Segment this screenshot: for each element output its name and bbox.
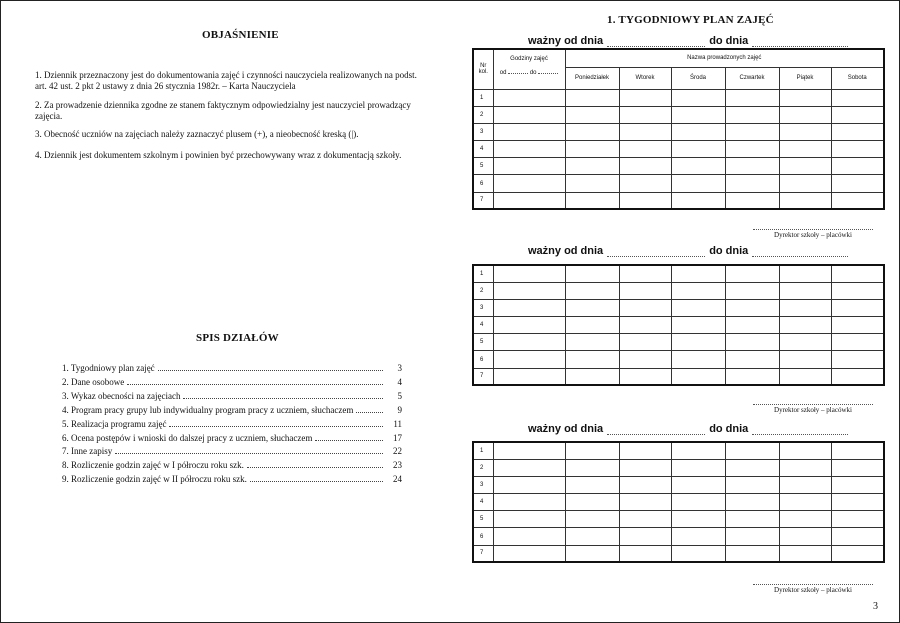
schedule-cell[interactable] xyxy=(725,494,779,511)
schedule-cell[interactable] xyxy=(725,89,779,106)
hours-cell[interactable] xyxy=(493,494,565,511)
schedule-cell[interactable] xyxy=(725,282,779,299)
schedule-cell[interactable] xyxy=(671,442,725,459)
schedule-cell[interactable] xyxy=(671,528,725,545)
nr-header: Nr kol. xyxy=(473,49,493,89)
toc-item-page: 11 xyxy=(393,418,402,429)
day-header: Środa xyxy=(671,67,725,89)
schedule-cell[interactable] xyxy=(831,192,884,209)
signature-caption: Dyrektor szkoły – placówki xyxy=(774,231,852,239)
hours-cell[interactable] xyxy=(493,351,565,368)
schedule-cell[interactable] xyxy=(619,511,671,528)
schedule-cell[interactable] xyxy=(779,511,831,528)
schedule-cell[interactable] xyxy=(779,299,831,316)
schedule-cell[interactable] xyxy=(671,494,725,511)
schedule-cell[interactable] xyxy=(779,545,831,562)
day-header: Piątek xyxy=(779,67,831,89)
schedule-cell[interactable] xyxy=(831,351,884,368)
schedule-cell[interactable] xyxy=(725,368,779,385)
schedule-cell[interactable] xyxy=(779,494,831,511)
weekly-plan-table xyxy=(472,441,885,563)
schedule-cell[interactable] xyxy=(831,511,884,528)
schedule-cell[interactable] xyxy=(671,299,725,316)
validity-line xyxy=(528,35,848,47)
toc-dot-leader xyxy=(356,412,383,413)
schedule-cell[interactable] xyxy=(779,158,831,175)
schedule-cell[interactable] xyxy=(725,511,779,528)
schedule-cell[interactable] xyxy=(619,123,671,140)
row-number: 4 xyxy=(473,494,493,511)
schedule-cell[interactable] xyxy=(725,265,779,282)
row-number: 2 xyxy=(473,459,493,476)
schedule-cell[interactable] xyxy=(619,476,671,493)
valid-from-label: ważny od dnia xyxy=(528,423,604,435)
schedule-cell[interactable] xyxy=(619,106,671,123)
day-header: Poniedziałek xyxy=(565,67,619,89)
schedule-cell[interactable] xyxy=(565,494,619,511)
note-3: 3. Obecność uczniów na zajęciach należy zaznaczyć plusem (+), a nieobecność kreską (|). xyxy=(35,129,359,139)
schedule-cell[interactable] xyxy=(831,476,884,493)
toc-dot-leader xyxy=(250,481,383,482)
note-4: 4. Dziennik jest dokumentem szkolnym i powinien być przechowywany wraz z dokumentacją szkoły. xyxy=(35,150,402,160)
hours-cell[interactable] xyxy=(493,476,565,493)
row-number: 4 xyxy=(473,141,493,158)
hours-cell[interactable] xyxy=(493,158,565,175)
hours-cell[interactable] xyxy=(493,106,565,123)
schedule-cell[interactable] xyxy=(831,175,884,192)
hours-cell[interactable] xyxy=(493,282,565,299)
toc-dot-leader xyxy=(183,398,383,399)
toc-item xyxy=(62,361,402,373)
weekly-plan-title: 1. TYGODNIOWY PLAN ZAJĘĆ xyxy=(607,14,774,26)
row-number: 6 xyxy=(473,528,493,545)
schedule-cell[interactable] xyxy=(831,265,884,282)
schedule-cell[interactable] xyxy=(565,528,619,545)
row-number: 7 xyxy=(473,192,493,209)
schedule-cell[interactable] xyxy=(831,442,884,459)
schedule-cell[interactable] xyxy=(725,123,779,140)
schedule-cell[interactable] xyxy=(565,459,619,476)
valid-from-field[interactable] xyxy=(607,425,705,435)
schedule-cell[interactable] xyxy=(779,282,831,299)
hours-cell[interactable] xyxy=(493,141,565,158)
schedule-cell[interactable] xyxy=(619,299,671,316)
schedule-cell[interactable] xyxy=(565,545,619,562)
schedule-cell[interactable] xyxy=(671,175,725,192)
schedule-cell[interactable] xyxy=(831,282,884,299)
schedule-cell[interactable] xyxy=(831,528,884,545)
weekly-plan-table xyxy=(472,48,885,210)
schedule-cell[interactable] xyxy=(619,545,671,562)
schedule-cell[interactable] xyxy=(725,528,779,545)
hours-header: Godziny zajęć od do xyxy=(493,49,565,89)
toc-item xyxy=(62,417,402,429)
signature-line[interactable] xyxy=(753,584,873,585)
toc-item xyxy=(62,431,402,443)
schedule-cell[interactable] xyxy=(619,89,671,106)
schedule-cell[interactable] xyxy=(779,265,831,282)
schedule-cell[interactable] xyxy=(831,158,884,175)
row-number: 3 xyxy=(473,476,493,493)
schedule-cell[interactable] xyxy=(619,141,671,158)
schedule-cell[interactable] xyxy=(565,282,619,299)
schedule-cell[interactable] xyxy=(619,317,671,334)
schedule-cell[interactable] xyxy=(779,368,831,385)
toc-dot-leader xyxy=(169,426,383,427)
valid-to-field[interactable] xyxy=(752,247,848,257)
toc-dot-leader xyxy=(158,370,383,371)
row-number: 4 xyxy=(473,317,493,334)
toc-item-page: 24 xyxy=(393,474,402,485)
subjects-header: Nazwa prowadzonych zajęć xyxy=(565,49,884,67)
schedule-cell[interactable] xyxy=(725,175,779,192)
schedule-cell[interactable] xyxy=(725,351,779,368)
day-header: Wtorek xyxy=(619,67,671,89)
weekly-plan-table xyxy=(472,264,885,386)
schedule-cell[interactable] xyxy=(831,317,884,334)
schedule-cell[interactable] xyxy=(671,141,725,158)
director-signature xyxy=(753,229,873,239)
toc-item-page: 17 xyxy=(393,432,402,443)
hours-cell[interactable] xyxy=(493,368,565,385)
toc-item-page: 23 xyxy=(393,460,402,471)
schedule-cell[interactable] xyxy=(671,511,725,528)
hours-cell[interactable] xyxy=(493,545,565,562)
schedule-cell[interactable] xyxy=(725,442,779,459)
toc-item-page: 22 xyxy=(393,446,402,457)
hours-cell[interactable] xyxy=(493,299,565,316)
schedule-cell[interactable] xyxy=(565,123,619,140)
schedule-cell[interactable] xyxy=(671,106,725,123)
schedule-cell[interactable] xyxy=(619,459,671,476)
signature-caption: Dyrektor szkoły – placówki xyxy=(774,406,852,414)
row-number: 1 xyxy=(473,89,493,106)
schedule-cell[interactable] xyxy=(565,511,619,528)
row-number: 6 xyxy=(473,175,493,192)
schedule-cell[interactable] xyxy=(779,141,831,158)
schedule-cell[interactable] xyxy=(831,123,884,140)
row-number: 5 xyxy=(473,511,493,528)
valid-to-field[interactable] xyxy=(752,425,848,435)
schedule-cell[interactable] xyxy=(725,334,779,351)
schedule-cell[interactable] xyxy=(619,175,671,192)
validity-line xyxy=(528,423,848,435)
toc-dot-leader xyxy=(127,384,383,385)
schedule-cell[interactable] xyxy=(831,89,884,106)
schedule-cell[interactable] xyxy=(779,459,831,476)
schedule-cell[interactable] xyxy=(671,158,725,175)
schedule-cell[interactable] xyxy=(565,476,619,493)
schedule-cell[interactable] xyxy=(671,265,725,282)
valid-from-field[interactable] xyxy=(607,37,705,47)
valid-from-label: ważny od dnia xyxy=(528,35,604,47)
row-number: 5 xyxy=(473,334,493,351)
toc-item-label: 8. Rozliczenie godzin zajęć w I półroczu roku szk. xyxy=(62,460,244,471)
schedule-cell[interactable] xyxy=(565,158,619,175)
toc-item-page: 5 xyxy=(397,390,402,401)
schedule-cell[interactable] xyxy=(779,442,831,459)
schedule-cell[interactable] xyxy=(831,459,884,476)
hours-cell[interactable] xyxy=(493,511,565,528)
schedule-cell[interactable] xyxy=(779,334,831,351)
row-number: 1 xyxy=(473,265,493,282)
hours-cell[interactable] xyxy=(493,192,565,209)
signature-line[interactable] xyxy=(753,229,873,230)
schedule-cell[interactable] xyxy=(565,141,619,158)
schedule-cell[interactable] xyxy=(671,545,725,562)
schedule-cell[interactable] xyxy=(565,351,619,368)
schedule-cell[interactable] xyxy=(619,265,671,282)
explanation-heading: OBJAŚNIENIE xyxy=(202,29,279,41)
schedule-cell[interactable] xyxy=(565,442,619,459)
schedule-cell[interactable] xyxy=(619,494,671,511)
schedule-cell[interactable] xyxy=(671,351,725,368)
hours-cell[interactable] xyxy=(493,123,565,140)
schedule-cell[interactable] xyxy=(565,317,619,334)
toc-item xyxy=(62,444,402,456)
toc-item xyxy=(62,389,402,401)
schedule-cell[interactable] xyxy=(725,317,779,334)
hours-cell[interactable] xyxy=(493,459,565,476)
schedule-cell[interactable] xyxy=(565,192,619,209)
schedule-cell[interactable] xyxy=(779,528,831,545)
row-number: 2 xyxy=(473,282,493,299)
schedule-cell[interactable] xyxy=(725,192,779,209)
toc-dot-leader xyxy=(315,440,383,441)
schedule-cell[interactable] xyxy=(831,106,884,123)
schedule-cell[interactable] xyxy=(725,299,779,316)
hours-cell[interactable] xyxy=(493,334,565,351)
toc-item xyxy=(62,375,402,387)
toc-item-label: 9. Rozliczenie godzin zajęć w II półroczu roku szk. xyxy=(62,474,247,485)
toc-item xyxy=(62,472,402,484)
note-2: 2. Za prowadzenie dziennika zgodne ze stanem faktycznym odpowiedzialny jest nauczyciel prowadzący zajęcia. xyxy=(35,100,411,121)
schedule-cell[interactable] xyxy=(779,476,831,493)
schedule-cell[interactable] xyxy=(619,368,671,385)
hours-cell[interactable] xyxy=(493,175,565,192)
schedule-cell[interactable] xyxy=(831,141,884,158)
toc-item xyxy=(62,458,402,470)
row-number: 3 xyxy=(473,123,493,140)
schedule-cell[interactable] xyxy=(831,545,884,562)
schedule-cell[interactable] xyxy=(725,158,779,175)
toc-item-page: 9 xyxy=(397,404,402,415)
schedule-cell[interactable] xyxy=(671,476,725,493)
toc-item-page: 3 xyxy=(397,363,402,373)
schedule-cell[interactable] xyxy=(779,192,831,209)
schedule-cell[interactable] xyxy=(619,351,671,368)
hours-cell[interactable] xyxy=(493,89,565,106)
toc-item-label: 4. Program pracy grupy lub indywidualny program pracy z uczniem, słuchaczem xyxy=(62,404,354,415)
page-number: 3 xyxy=(873,601,878,612)
toc-item-label: 2. Dane osobowe xyxy=(62,376,125,387)
schedule-cell[interactable] xyxy=(565,368,619,385)
row-number: 2 xyxy=(473,106,493,123)
toc-item-label: 5. Realizacja programu zajęć xyxy=(62,418,167,429)
validity-line xyxy=(528,245,848,257)
toc-item-page: 4 xyxy=(397,376,402,387)
schedule-cell[interactable] xyxy=(779,89,831,106)
schedule-cell[interactable] xyxy=(831,334,884,351)
schedule-cell[interactable] xyxy=(831,368,884,385)
director-signature xyxy=(753,404,873,414)
toc-dot-leader xyxy=(115,453,383,454)
schedule-cell[interactable] xyxy=(725,106,779,123)
schedule-cell[interactable] xyxy=(671,123,725,140)
day-header: Sobota xyxy=(831,67,884,89)
schedule-cell[interactable] xyxy=(779,351,831,368)
row-number: 7 xyxy=(473,545,493,562)
toc-item xyxy=(62,403,402,415)
schedule-cell[interactable] xyxy=(831,494,884,511)
row-number: 5 xyxy=(473,158,493,175)
schedule-cell[interactable] xyxy=(671,459,725,476)
schedule-cell[interactable] xyxy=(565,89,619,106)
toc-item-label: 3. Wykaz obecności na zajęciach xyxy=(62,390,181,401)
schedule-cell[interactable] xyxy=(725,141,779,158)
schedule-cell[interactable] xyxy=(671,317,725,334)
toc-heading: SPIS DZIAŁÓW xyxy=(196,332,279,344)
day-header: Czwartek xyxy=(725,67,779,89)
schedule-cell[interactable] xyxy=(779,317,831,334)
schedule-cell[interactable] xyxy=(619,158,671,175)
row-number: 3 xyxy=(473,299,493,316)
hours-cell[interactable] xyxy=(493,442,565,459)
row-number: 6 xyxy=(473,351,493,368)
toc-item-label: 7. Inne zapisy xyxy=(62,446,113,457)
schedule-cell[interactable] xyxy=(619,282,671,299)
schedule-cell[interactable] xyxy=(565,299,619,316)
schedule-cell[interactable] xyxy=(779,106,831,123)
note-1: 1. Dziennik przeznaczony jest do dokumentowania zajęć i czynności nauczyciela realizowanych na podst. art. 42 ust. 2 pkt 2 ustawy z dnia 26 stycznia 1982r. – Karta Nauczyciela xyxy=(35,70,417,91)
valid-to-label: do dnia xyxy=(709,245,749,257)
toc-dot-leader xyxy=(247,467,383,468)
toc-item-label: 6. Ocena postępów i wnioski do dalszej pracy z uczniem, słuchaczem xyxy=(62,432,313,443)
schedule-cell[interactable] xyxy=(779,123,831,140)
schedule-cell[interactable] xyxy=(671,89,725,106)
schedule-cell[interactable] xyxy=(619,192,671,209)
schedule-cell[interactable] xyxy=(619,528,671,545)
valid-to-field[interactable] xyxy=(752,37,848,47)
schedule-cell[interactable] xyxy=(565,175,619,192)
row-number: 7 xyxy=(473,368,493,385)
row-number: 1 xyxy=(473,442,493,459)
schedule-cell[interactable] xyxy=(565,334,619,351)
schedule-cell[interactable] xyxy=(725,476,779,493)
schedule-cell[interactable] xyxy=(619,334,671,351)
valid-to-label: do dnia xyxy=(709,423,749,435)
toc-item-label: 1. Tygodniowy plan zajęć xyxy=(62,363,155,373)
schedule-cell[interactable] xyxy=(671,334,725,351)
schedule-cell[interactable] xyxy=(671,368,725,385)
schedule-cell[interactable] xyxy=(831,299,884,316)
hours-cell[interactable] xyxy=(493,528,565,545)
hours-cell[interactable] xyxy=(493,265,565,282)
valid-to-label: do dnia xyxy=(709,35,749,47)
hours-cell[interactable] xyxy=(493,317,565,334)
schedule-cell[interactable] xyxy=(671,192,725,209)
valid-from-label: ważny od dnia xyxy=(528,245,604,257)
schedule-cell[interactable] xyxy=(619,442,671,459)
signature-line[interactable] xyxy=(753,404,873,405)
signature-caption: Dyrektor szkoły – placówki xyxy=(774,586,852,594)
schedule-cell[interactable] xyxy=(671,282,725,299)
schedule-cell[interactable] xyxy=(779,175,831,192)
valid-from-field[interactable] xyxy=(607,247,705,257)
schedule-cell[interactable] xyxy=(725,459,779,476)
schedule-cell[interactable] xyxy=(725,545,779,562)
schedule-cell[interactable] xyxy=(565,265,619,282)
schedule-cell[interactable] xyxy=(565,106,619,123)
director-signature xyxy=(753,584,873,594)
